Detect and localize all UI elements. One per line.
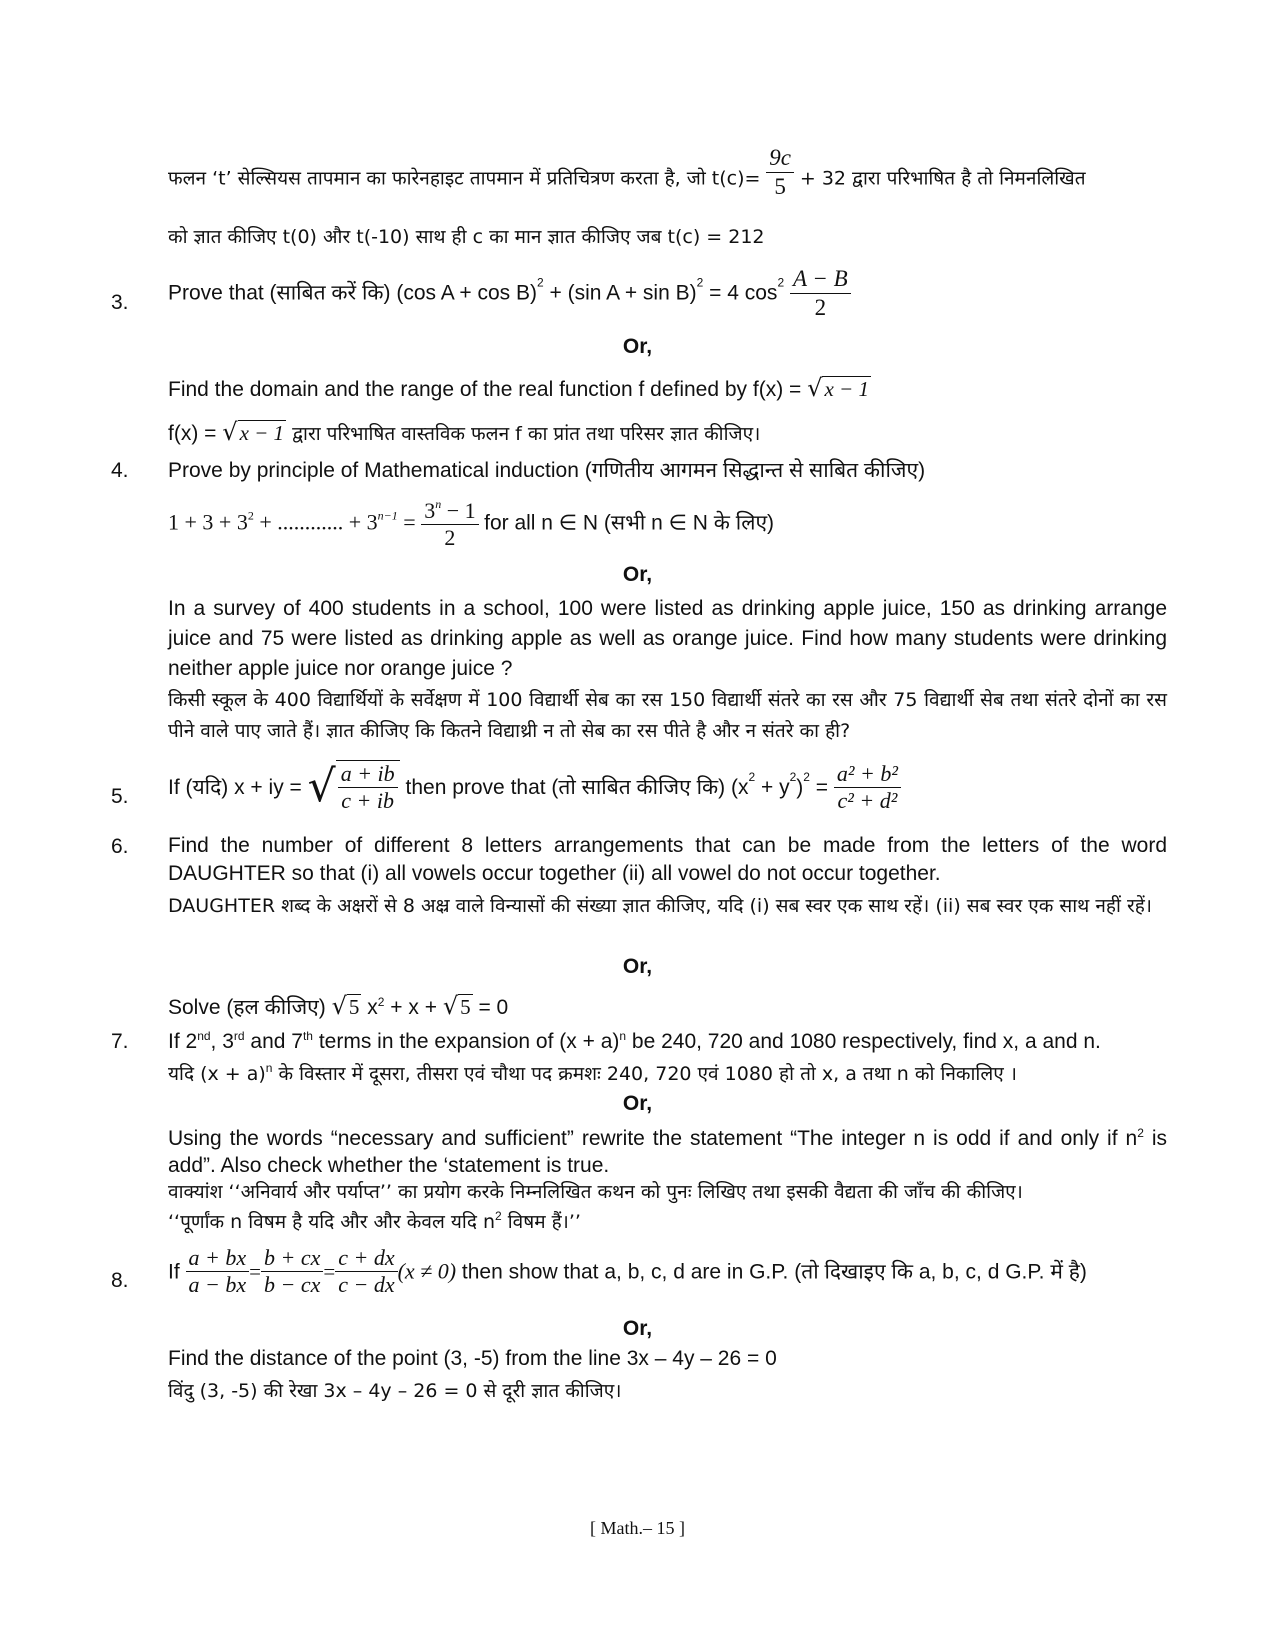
q7-alt-hi-1: वाक्यांश ‘‘अनिवार्य और पर्याप्त’’ का प्रयोग करके निम्नलिखित कथन को पुनः लिखिए तथा इसकी वैद्यता की जाँच की कीजिए। xyxy=(168,1181,1023,1203)
q3-fraction: $\frac{A - B}{2}$ xyxy=(790,265,851,321)
q4-fraction: $\frac{3^n - 1}{2}$ xyxy=(421,497,478,552)
q3-statement: Prove that (साबित करें कि) (cos A + cos B)$^2$ + (sin A + sin B)$^2$ = 4 $\cos^2$ $\frac{A - B}{2}$ xyxy=(168,265,851,321)
sqrt-icon: √ xyxy=(222,418,238,446)
q2-line1-b: + 32 द्वारा परिभाषित है तो निमनलिखित xyxy=(799,167,1086,190)
q3-or: Or, xyxy=(622,335,653,358)
q4-statement: Prove by principle of Mathematical induction (गणितीय आगमन सिद्धान्त से साबित कीजिए) xyxy=(168,459,926,482)
q6-or: Or, xyxy=(622,955,653,978)
q2-fraction: $\frac{9c}{5}$ xyxy=(766,144,794,200)
page-footer: [ Math.– 15 ] xyxy=(590,1518,685,1538)
q8-fraction-2: $\frac{b + cx}{b - cx}$ xyxy=(261,1245,323,1299)
q4-alt-en: In a survey of 400 students in a school, 100 were listed as drinking apple juice, 150 as drinking arrange juice and 75 were listed as drinking apple as well as orange juice. Find how many students were drinking neither apple juice nor orange juice ? xyxy=(168,597,1167,680)
q6-en: Find the number of different 8 letters arrangements that can be made from the letters of the word DAUGHTER so that (i) all vowels occur together (ii) all vowel do not occur together. xyxy=(168,834,1167,885)
q6-number: 6. xyxy=(111,835,129,858)
q7-or: Or, xyxy=(622,1092,653,1115)
q5-rhs-fraction: $\frac{\text{a² + b²}}{\text{c² + d²}}$ xyxy=(834,761,901,815)
q7-alt-en: Using the words “necessary and sufficient” rewrite the statement “The integer n is odd if and only if $n^2$ is add”. Also check whether the ‘statement is true. xyxy=(168,1126,1168,1177)
sqrt-icon: √ xyxy=(442,992,459,1020)
q5-statement: If (यदि) x + iy = √ $\frac{a + ib}{c + ib}$ then prove that (तो साबित कीजिए कि) $(x^2 + y^2)^2$ = $\frac{\text{a² + b²}}{\text{c² + d²}}$ xyxy=(168,760,901,815)
q7-number: 7. xyxy=(111,1030,129,1053)
q8-or: Or, xyxy=(622,1317,653,1340)
q7-alt-hi-2: ‘‘पूर्णांक n विषम है यदि और और केवल यदि $n^2$ विषम हैं।’’ xyxy=(168,1209,581,1233)
q2-line1-a: फलन ‘t’ सेल्सियस तापमान का फारेनहाइट तापमान में प्रतिचित्रण करता है, जो t(c)= xyxy=(168,167,761,190)
q8-alt-hi: विंदु (3, -5) की रेखा 3x – 4y – 26 = 0 से दूरी ज्ञात कीजिए। xyxy=(168,1380,622,1402)
q8-statement: If $\frac{a + bx}{a - bx}$ = $\frac{b + cx}{b - cx}$ = $\frac{c + dx}{c - dx}$ (x ≠ 0) then show that a, b, c, d are in G.P. (तो दिखाइए कि a, b, c, d G.P. में है) xyxy=(168,1245,1087,1298)
q2-line2: को ज्ञात कीजिए t(0) और t(-10) साथ ही c का मान ज्ञात कीजिए जब t(c) = 212 xyxy=(168,226,765,248)
sqrt-icon: √ xyxy=(331,992,347,1020)
q3-number: 3. xyxy=(111,291,129,314)
q2-line1 xyxy=(168,145,1086,200)
q4-or: Or, xyxy=(622,563,653,586)
q6-solve: Solve (हल कीजिए) √5 $x^2 + x + √5 = 0$ xyxy=(168,992,509,1020)
q4-number: 4. xyxy=(111,459,129,482)
q3-alt-hi: f(x) = √x − 1 द्वारा परिभाषित वास्तविक फलन f का प्रांत तथा परिसर ज्ञात कीजिए। xyxy=(168,418,761,446)
q8-fraction-1: $\frac{a + bx}{a - bx}$ xyxy=(186,1245,250,1299)
q7-en: If 2nd, 3rd and 7th terms in the expansion of $(x + a)^n$ be 240, 720 and 1080 respectively, find x, a and n. xyxy=(168,1029,1101,1053)
q8-number: 8. xyxy=(111,1269,129,1292)
q4-alt-hi: किसी स्कूल के 400 विद्यार्थियों के सर्वेक्षण में 100 विद्यार्थी सेब का रस 150 विद्यार्थी संतरे का रस और 75 विद्यार्थी सेब तथा संतरे दोनों का रस पीने वाले पाए जाते हैं। ज्ञात कीजिए कि कितने विद्याथ्री न तो सेब का रस पीते है और न संतरे का ही? xyxy=(168,689,1167,742)
q5-sqrt-fraction: $\frac{a + ib}{c + ib}$ xyxy=(336,760,400,815)
q8-fraction-3: $\frac{c + dx}{c - dx}$ xyxy=(335,1245,397,1299)
q8-alt-en: Find the distance of the point (3, -5) from the line 3x – 4y – 26 = 0 xyxy=(168,1347,777,1370)
sqrt-icon: √ xyxy=(807,374,823,402)
q4-series: $1 + 3 + 3^2$ + ............ + $3^{n-1}$ = $\frac{3^n - 1}{2}$ for all n ∈ N (सभी n ∈ N के लिए) xyxy=(168,497,775,551)
q5-number: 5. xyxy=(111,785,129,808)
q6-hi: DAUGHTER शब्द के अक्षरों से 8 अक्ष्र वाले विन्यासों की संख्या ज्ञात कीजिए, यदि (i) सब स्वर एक साथ रहें। (ii) सब स्वर एक साथ नहीं रहें। xyxy=(168,895,1153,917)
q3-alt-en: Find the domain and the range of the real function f defined by f(x) = √x − 1 xyxy=(168,374,869,402)
q7-hi: यदि $(x + a)^n$ के विस्तार में दूसरा, तीसरा एवं चौथा पद क्रमशः 240, 720 एवं 1080 हो तो x, a तथा n को निकालिए । xyxy=(168,1061,1017,1085)
sqrt-icon: √ xyxy=(307,760,336,812)
